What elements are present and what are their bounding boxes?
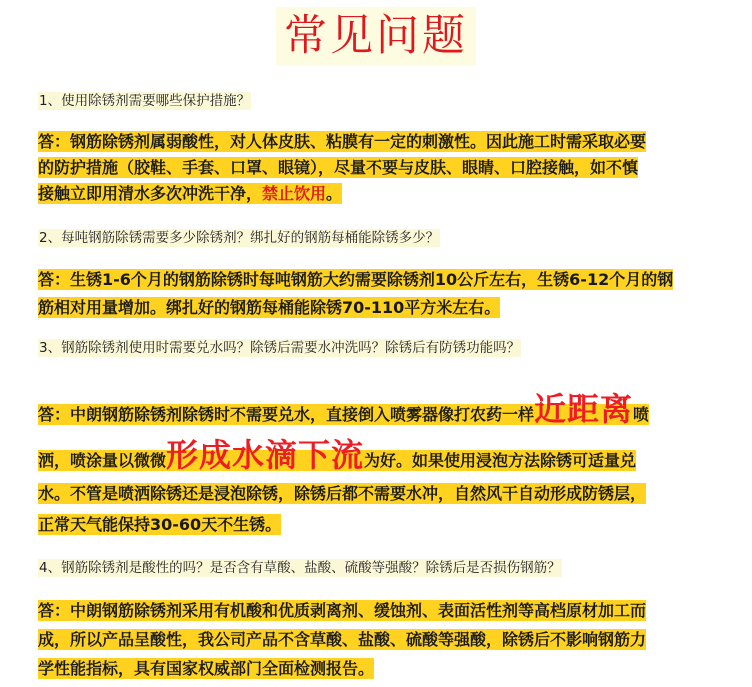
question-4 <box>38 558 562 578</box>
question-3 <box>38 338 521 358</box>
answer-2-line-1 <box>38 266 742 294</box>
question-3-text: 3、钢筋除锈剂使用时需要兑水吗？除锈后需要水冲洗吗？除锈后有防锈功能吗？ <box>39 340 521 356</box>
answer-3-line-1 <box>38 386 742 432</box>
answer-3-line-3-text: 水。不管是喷洒除锈还是浸泡除锈，除锈后都不需要水冲，自然风干自动形成防锈层， <box>38 484 647 503</box>
answer-3-line-4 <box>38 510 742 540</box>
answer-1-line-3 <box>38 181 742 207</box>
question-2 <box>38 228 440 248</box>
answer-1-line-1 <box>38 129 742 155</box>
answer-4-line-1 <box>38 596 742 625</box>
answer-4-line-2-text: 成，所以产品呈酸性，我公司产品不含草酸、盐酸、硫酸等强酸，除锈后不影响钢筋力 <box>38 630 647 649</box>
question-2-text: 2、每吨钢筋除锈需要多少除锈剂？绑扎好的钢筋每桶能除锈多少？ <box>39 230 440 246</box>
answer-3-line-1-end: 喷 <box>633 405 650 424</box>
answer-4 <box>38 596 742 683</box>
answer-2-line-1-text: 答：生锈1-6个月的钢筋除锈时每吨钢筋大约需要除锈剂10公斤左右，生锈6-12个月的钢 <box>38 270 674 289</box>
answer-3-line-1-text: 答：中朗钢筋除锈剂除锈时不需要兑水，直接倒入喷雾器像打农药一样 <box>38 405 535 424</box>
answer-4-line-3 <box>38 654 742 683</box>
answer-3-line-2 <box>38 432 742 478</box>
answer-1-line-2-text: 的防护措施（胶鞋、手套、口罩、眼镜），尽量不要与皮肤、眼睛、口腔接触，如不慎 <box>38 158 639 177</box>
answer-3-line-4-text: 正常天气能保持30-60天不生锈。 <box>38 515 282 534</box>
question-4-text: 4、钢筋除锈剂是酸性的吗？是否含有草酸、盐酸、硫酸等强酸？除锈后是否损伤钢筋？ <box>39 560 561 576</box>
answer-2-line-2-text: 筋相对用量增加。绑扎好的钢筋每桶能除锈70-110平方米左右。 <box>38 298 501 317</box>
page-title: 常见问题 <box>276 7 476 65</box>
answer-4-line-2 <box>38 625 742 654</box>
answer-1 <box>38 129 742 207</box>
answer-3-line-3 <box>38 478 742 510</box>
answer-4-line-1-text: 答：中朗钢筋除锈剂采用有机酸和优质剥离剂、缓蚀剂、表面活性剂等高档原材加工而 <box>38 601 647 620</box>
answer-1-warning: 禁止饮用 <box>262 184 327 203</box>
answer-3 <box>38 386 742 540</box>
answer-1-line-3-text: 接触立即用清水多次冲洗干净， <box>38 184 263 203</box>
answer-1-line-1-text: 答：钢筋除锈剂属弱酸性，对人体皮肤、粘膜有一定的刺激性。因此施工时需采取必要 <box>38 132 647 151</box>
question-1 <box>38 91 251 111</box>
title-wrap <box>0 7 752 65</box>
answer-1-end: 。 <box>326 184 343 203</box>
answer-3-line-2-end: 为好。如果使用浸泡方法除锈可适量兑 <box>364 451 637 470</box>
answer-3-emphasis-2: 形成水滴下流 <box>166 436 365 474</box>
answer-1-line-2 <box>38 155 742 181</box>
answer-2-line-2 <box>38 294 742 322</box>
question-1-text: 1、使用除锈剂需要哪些保护措施？ <box>39 93 251 109</box>
answer-4-line-3-text: 学性能指标，具有国家权威部门全面检测报告。 <box>38 659 375 678</box>
answer-2 <box>38 266 742 322</box>
answer-3-line-2-text: 洒，喷涂量以微微 <box>38 451 167 470</box>
answer-3-emphasis-1: 近距离 <box>534 390 634 428</box>
